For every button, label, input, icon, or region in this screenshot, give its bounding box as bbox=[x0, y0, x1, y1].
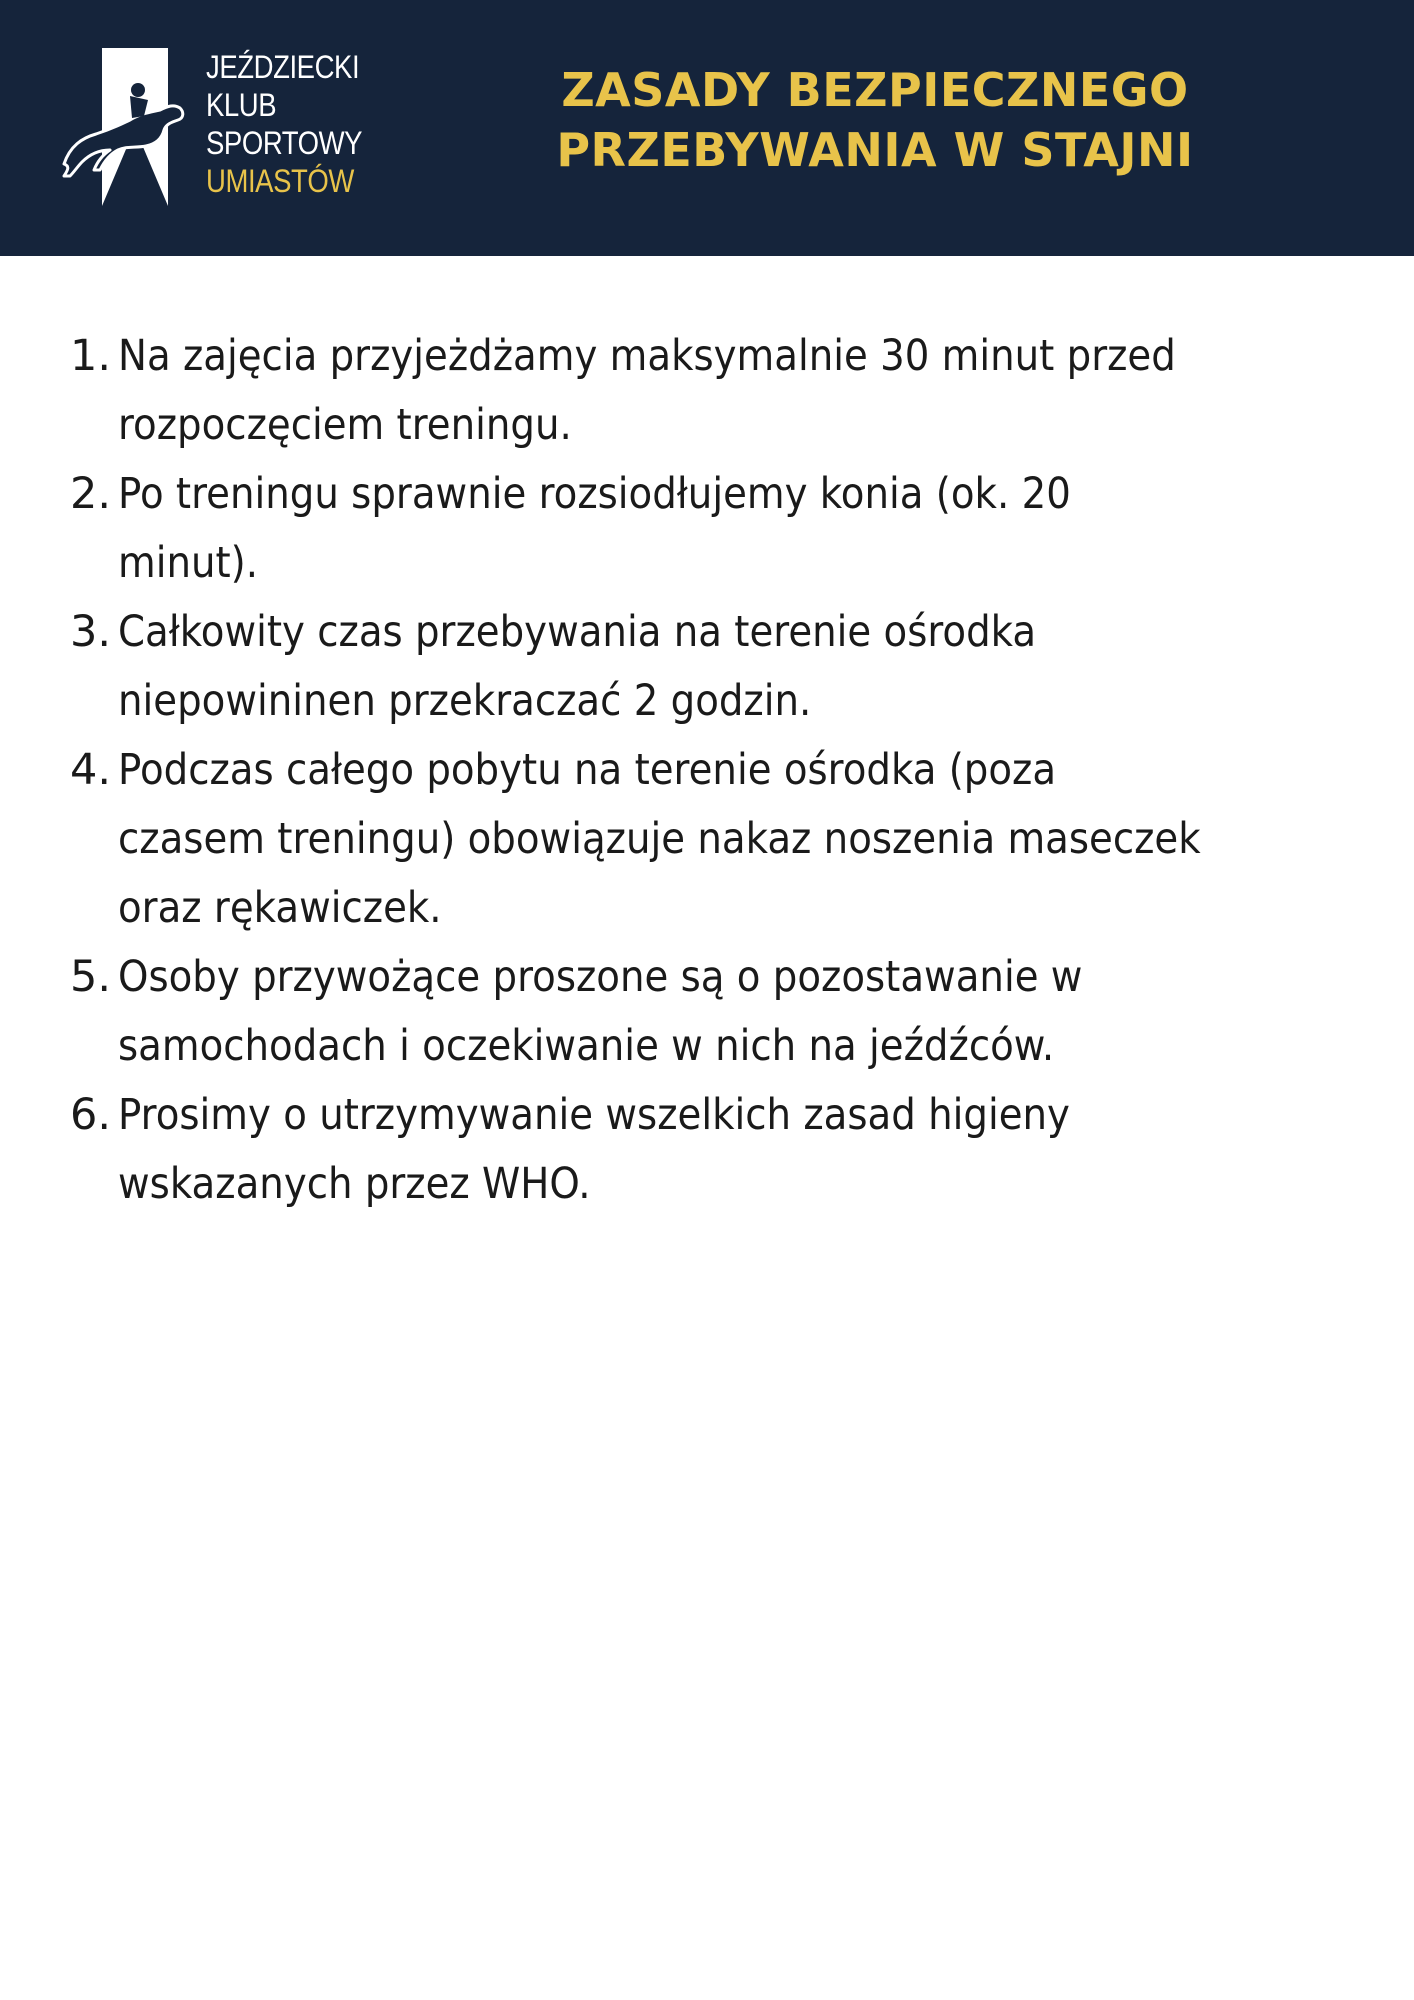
rule-number: 2. bbox=[70, 469, 112, 519]
logo-line-1: JEŹDZIECKI bbox=[206, 49, 360, 85]
logo-line-4: UMIASTÓW bbox=[206, 163, 354, 199]
rule-number: 6. bbox=[70, 1090, 112, 1140]
rule-number: 4. bbox=[70, 745, 112, 795]
rule-number: 3. bbox=[70, 607, 112, 657]
rule-text-line: rozpoczęciem treningu. bbox=[118, 400, 572, 450]
rule-text bbox=[118, 736, 1370, 943]
rule-item-3 bbox=[70, 598, 1370, 736]
rule-text-line: Po treningu sprawnie rozsiodłujemy konia (ok. 20 bbox=[118, 469, 1071, 519]
rule-item-6 bbox=[70, 1081, 1370, 1219]
rules-list bbox=[70, 322, 1370, 1219]
rule-text-line: Na zajęcia przyjeżdżamy maksymalnie 30 minut przed bbox=[118, 331, 1176, 381]
page-title-line-2: PRZEBYWANIA W STAJNI bbox=[556, 123, 1194, 177]
rule-text-line: Prosimy o utrzymywanie wszelkich zasad higieny bbox=[118, 1090, 1070, 1140]
logo-line-3: SPORTOWY bbox=[206, 125, 363, 161]
rule-item-4 bbox=[70, 736, 1370, 943]
rule-text-line: samochodach i oczekiwanie w nich na jeźdźców. bbox=[118, 1021, 1055, 1071]
rule-number: 5. bbox=[70, 952, 112, 1002]
page-title bbox=[470, 60, 1280, 180]
page-title-line-1: ZASADY BEZPIECZNEGO bbox=[561, 63, 1189, 117]
rule-text-line: minut). bbox=[118, 538, 259, 588]
rule-text-line: Całkowity czas przebywania na terenie ośrodka bbox=[118, 607, 1037, 657]
rule-number: 1. bbox=[70, 331, 112, 381]
rule-text-line: wskazanych przez WHO. bbox=[118, 1159, 591, 1209]
header-banner bbox=[0, 0, 1414, 256]
rule-text-line: oraz rękawiczek. bbox=[118, 883, 442, 933]
rule-item-1 bbox=[70, 322, 1370, 460]
rule-text bbox=[118, 322, 1370, 460]
rule-text bbox=[118, 598, 1370, 736]
rule-item-2 bbox=[70, 460, 1370, 598]
horse-jumper-logo-icon bbox=[60, 46, 190, 211]
rule-item-5 bbox=[70, 943, 1370, 1081]
logo-line-2: KLUB bbox=[206, 87, 277, 123]
rule-text bbox=[118, 460, 1370, 598]
rule-text-line: Osoby przywożące proszone są o pozostawanie w bbox=[118, 952, 1083, 1002]
rule-text bbox=[118, 943, 1370, 1081]
rule-text-line: czasem treningu) obowiązuje nakaz noszenia maseczek bbox=[118, 814, 1201, 864]
club-logo-text bbox=[206, 48, 388, 200]
rule-text bbox=[118, 1081, 1370, 1219]
rule-text-line: Podczas całego pobytu na terenie ośrodka (poza bbox=[118, 745, 1057, 795]
rule-text-line: niepowininen przekraczać 2 godzin. bbox=[118, 676, 812, 726]
